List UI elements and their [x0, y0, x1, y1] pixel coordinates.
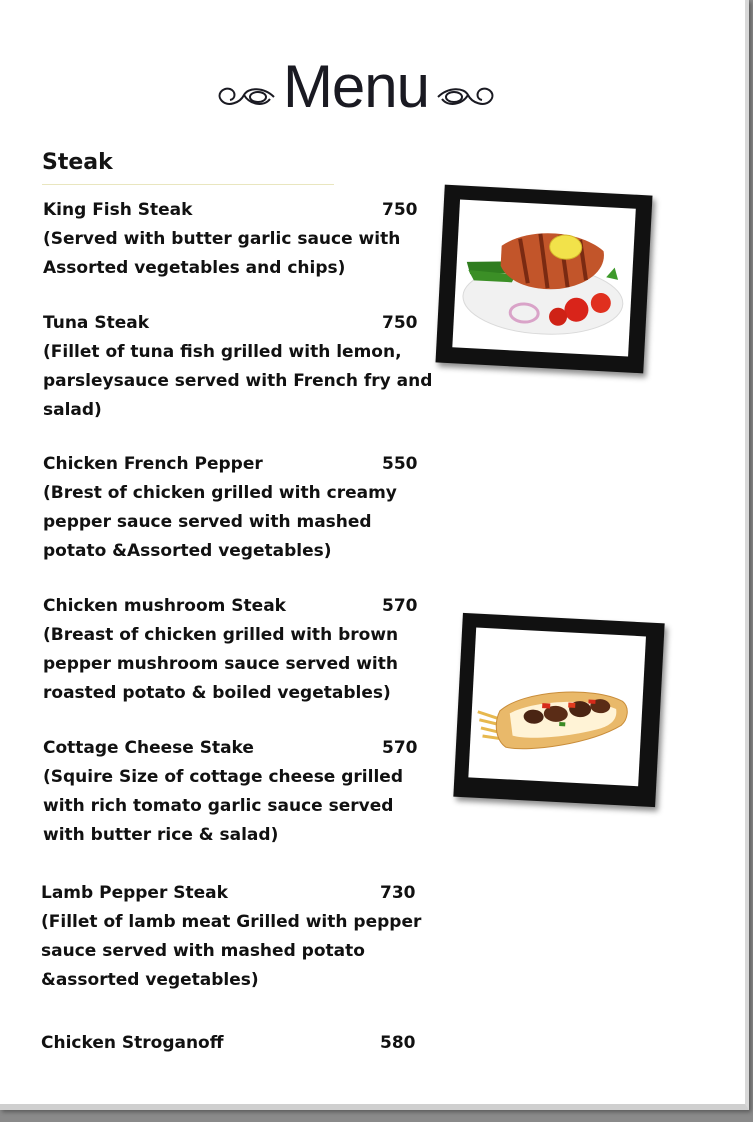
- menu-item: [43, 309, 433, 425]
- menu-item: [43, 196, 433, 283]
- item-description: (Breast of chicken grilled with brown pepper mushroom sauce served with roasted potato & boiled vegetables): [43, 625, 399, 703]
- section-divider: [42, 184, 334, 185]
- item-description: (Squire Size of cottage cheese grilled with rich tomato garlic sauce served with butter rice & salad): [43, 767, 403, 845]
- menu-item: [43, 592, 433, 708]
- item-price: 750: [382, 313, 418, 333]
- section-heading: Steak: [42, 150, 113, 175]
- menu-item: [43, 450, 433, 566]
- item-price: 580: [380, 1033, 416, 1053]
- item-price: 570: [382, 596, 418, 616]
- item-description: (Fillet of tuna fish grilled with lemon, parsleysauce served with French fry and salad): [43, 342, 433, 420]
- steak-sandwich-image: [468, 628, 646, 787]
- item-name: Chicken mushroom Steak: [43, 596, 286, 616]
- item-price: 750: [382, 200, 418, 220]
- steak-sandwich-photo: [453, 613, 664, 807]
- menu-item: [41, 879, 431, 995]
- item-description: (Brest of chicken grilled with creamy pepper sauce served with mashed potato &Assorted vegetables): [43, 483, 397, 561]
- item-price: 730: [380, 883, 416, 903]
- item-price: 570: [382, 738, 418, 758]
- item-description: (Fillet of lamb meat Grilled with pepper sauce served with mashed potato &assorted vegetables): [41, 912, 422, 990]
- page-title: Menu: [282, 53, 430, 120]
- item-name: Chicken Stroganoff: [41, 1033, 224, 1053]
- item-name: Chicken French Pepper: [43, 454, 263, 474]
- right-swirl-ornament: [434, 81, 498, 111]
- item-name: Cottage Cheese Stake: [43, 738, 254, 758]
- menu-item: [43, 734, 428, 850]
- left-swirl-ornament: [214, 81, 278, 111]
- item-name: Lamb Pepper Steak: [41, 883, 228, 903]
- fish-steak-photo: [435, 185, 652, 374]
- item-name: King Fish Steak: [43, 200, 193, 220]
- item-description: (Served with butter garlic sauce with Assorted vegetables and chips): [43, 229, 401, 278]
- menu-header: [0, 52, 712, 122]
- fish-steak-image: [452, 199, 636, 356]
- item-price: 550: [382, 454, 418, 474]
- item-name: Tuna Steak: [43, 313, 150, 333]
- menu-item: [41, 1029, 431, 1058]
